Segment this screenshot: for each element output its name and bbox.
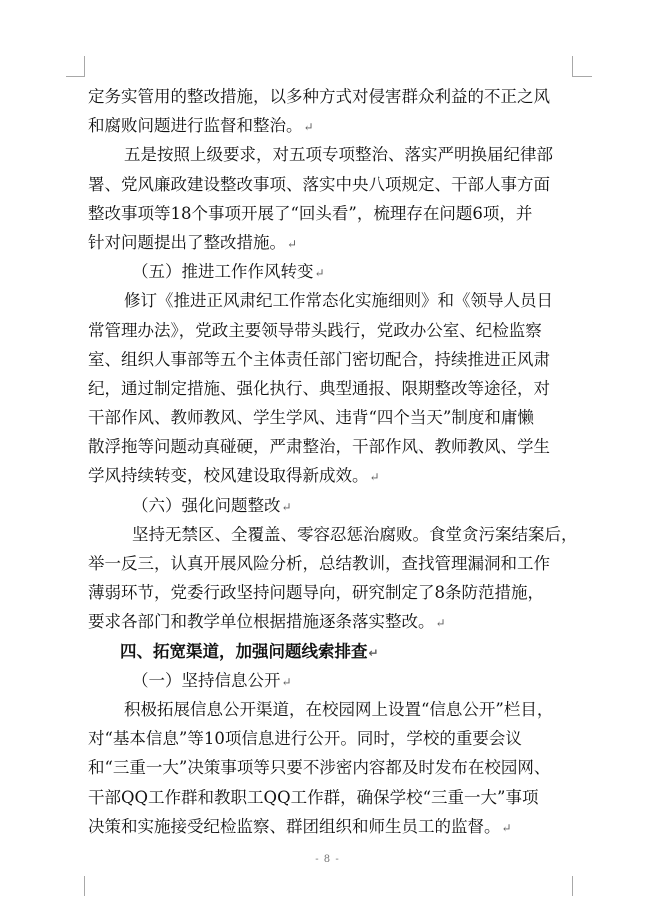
text-line (88, 316, 578, 345)
line-text: 要求各部门和教学单位根据措施逐条落实整改。 (88, 612, 435, 632)
line-text: （五）推进工作作风转变 (132, 262, 314, 282)
line-text: 五是按照上级要求，对五项专项整治、落实严明换届纪律部 (124, 145, 553, 165)
line-text: 积极拓展信息公开渠道，在校园网上设置“信息公开”栏目， (124, 699, 554, 719)
paragraph-mark-icon: ↵ (435, 616, 446, 631)
text-line (88, 666, 578, 695)
document-body (88, 82, 578, 841)
text-line (88, 549, 578, 578)
line-text: 对“基本信息”等10项信息进行公开。同时，学校的重要会议 (88, 729, 522, 749)
text-line (88, 783, 578, 812)
paragraph-mark-icon: ↵ (501, 820, 512, 835)
text-line (88, 228, 578, 257)
line-text: 室、组织人事部等五个主体责任部门密切配合，持续推进正风肃 (88, 349, 550, 369)
text-line (88, 286, 578, 315)
paragraph-mark-icon: ↵ (281, 674, 292, 689)
line-text: 干部作风、教师教风、学生学风、违背“四个当天”制度和庸懒 (88, 408, 534, 428)
line-text: 定务实管用的整改措施，以多种方式对侵害群众利益的不正之风 (88, 87, 550, 106)
text-line (88, 607, 578, 636)
crop-mark-top-right-h (572, 76, 592, 77)
text-line (88, 753, 578, 782)
line-text: （一）坚持信息公开 (132, 670, 281, 690)
paragraph-mark-icon: ↵ (368, 645, 379, 660)
text-line (88, 812, 578, 841)
line-text: 纪，通过制定措施、强化执行、典型通报、限期整改等途径，对 (88, 378, 550, 398)
text-line (88, 199, 578, 228)
crop-mark-bottom-right-v (572, 876, 573, 896)
line-text: 和“三重一大”决策事项等只要不涉密内容都及时发布在校园网、 (88, 758, 551, 778)
paragraph-mark-icon: ↵ (303, 120, 314, 135)
text-line (88, 257, 578, 286)
line-text: 整改事项等18个事项开展了“回头看”，梳理存在问题6项，并 (88, 203, 533, 223)
line-text: 常管理办法》，党政主要领导带头践行，党政办公室、纪检监察 (88, 320, 542, 340)
line-text: 干部QQ工作群和教职工QQ工作群，确保学校“三重一大”事项 (88, 787, 539, 807)
crop-mark-top-left-h (66, 76, 85, 77)
text-line (88, 432, 578, 461)
text-line (88, 403, 578, 432)
line-text: 决策和实施接受纪检监察、群团组织和师生员工的监督。 (88, 816, 501, 836)
paragraph-mark-icon: ↵ (314, 266, 325, 281)
line-text: 学风持续转变，校风建设取得新成效。 (88, 466, 369, 486)
paragraph-mark-icon: ↵ (281, 499, 292, 514)
line-text: 针对问题提出了整改措施。 (88, 232, 286, 252)
line-text: 举一反三，认真开展风险分析，总结教训，查找管理漏洞和工作 (88, 554, 550, 573)
text-line (88, 724, 578, 753)
line-text: 和腐败问题进行监督和整治。 (88, 116, 303, 136)
text-line (88, 374, 578, 403)
line-text: 署、党风廉政建设整改事项、落实中央八项规定、干部人事方面 (88, 174, 550, 194)
page-number: - 8 - (315, 854, 340, 865)
crop-mark-top-left-v (84, 56, 85, 76)
line-text: （六）强化问题整改 (132, 495, 281, 515)
line-text: 坚持无禁区、全覆盖、零容忍惩治腐败。食堂贪污案结案后， (132, 524, 578, 544)
line-text: 修订《推进正风肃纪工作常态化实施细则》和《领导人员日 (124, 291, 553, 311)
text-line (88, 461, 578, 490)
paragraph-mark-icon: ↵ (369, 470, 380, 485)
text-line (88, 170, 578, 199)
text-line (88, 111, 578, 140)
line-text: 散浮拖等问题动真碰硬，严肃整治，干部作风、教师教风、学生 (88, 437, 550, 457)
text-line (88, 520, 578, 549)
text-line (88, 578, 578, 607)
text-line (88, 695, 578, 724)
text-line (88, 345, 578, 374)
paragraph-mark-icon: ↵ (287, 236, 298, 251)
crop-mark-bottom-left-v (84, 876, 85, 896)
text-line (88, 140, 578, 169)
text-line (88, 82, 578, 111)
text-line (88, 637, 578, 666)
line-text: 薄弱环节，党委行政坚持问题导向，研究制定了8条防范措施， (88, 583, 544, 603)
line-text: 四、拓宽渠道，加强问题线索排查 (120, 641, 368, 661)
crop-mark-top-right-v (572, 56, 573, 76)
text-line (88, 491, 578, 520)
